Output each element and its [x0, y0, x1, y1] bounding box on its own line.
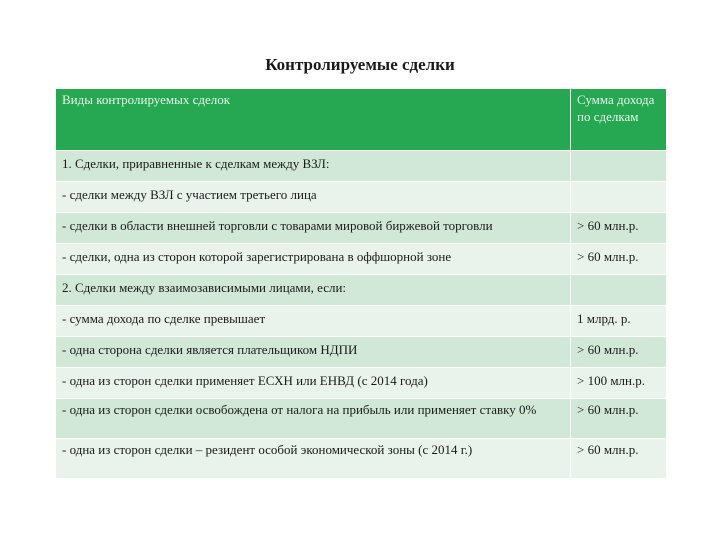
row-description: - сделки между ВЗЛ с участием третьего лица — [56, 182, 571, 213]
row-amount — [571, 182, 667, 213]
table-row — [56, 182, 667, 213]
row-amount: > 60 млн.р. — [571, 213, 667, 244]
row-description: 2. Сделки между взаимозависимыми лицами, если: — [56, 275, 571, 306]
row-amount: > 60 млн.р. — [571, 399, 667, 439]
row-description: - сделки, одна из сторон которой зарегистрирована в оффшорной зоне — [56, 244, 571, 275]
row-description: - одна сторона сделки является плательщиком НДПИ — [56, 337, 571, 368]
table-row — [56, 368, 667, 399]
table-row — [56, 275, 667, 306]
controlled-deals-table — [55, 88, 667, 479]
table-header-row — [56, 89, 667, 151]
row-amount: > 60 млн.р. — [571, 337, 667, 368]
row-amount: > 60 млн.р. — [571, 244, 667, 275]
row-description: - одна из сторон сделки – резидент особой экономической зоны (с 2014 г.) — [56, 439, 571, 479]
row-description: - одна из сторон сделки освобождена от налога на прибыль или применяет ставку 0% — [56, 399, 571, 439]
table-row — [56, 213, 667, 244]
row-description: - сумма дохода по сделке превышает — [56, 306, 571, 337]
row-amount — [571, 275, 667, 306]
table-row — [56, 244, 667, 275]
row-description: - сделки в области внешней торговли с товарами мировой биржевой торговли — [56, 213, 571, 244]
table-row — [56, 306, 667, 337]
row-amount: > 60 млн.р. — [571, 439, 667, 479]
page-title: Контролируемые сделки — [265, 55, 455, 74]
table-row — [56, 399, 667, 439]
row-amount: 1 млрд. р. — [571, 306, 667, 337]
table-row — [56, 439, 667, 479]
table-row — [56, 337, 667, 368]
row-amount: > 100 млн.р. — [571, 368, 667, 399]
row-description: 1. Сделки, приравненные к сделкам между ВЗЛ: — [56, 151, 571, 182]
header-income-amount: Сумма дохода по сделкам — [571, 89, 667, 151]
row-amount — [571, 151, 667, 182]
header-deal-types: Виды контролируемых сделок — [56, 89, 571, 151]
row-description: - одна из сторон сделки применяет ЕСХН или ЕНВД (с 2014 года) — [56, 368, 571, 399]
table-row — [56, 151, 667, 182]
